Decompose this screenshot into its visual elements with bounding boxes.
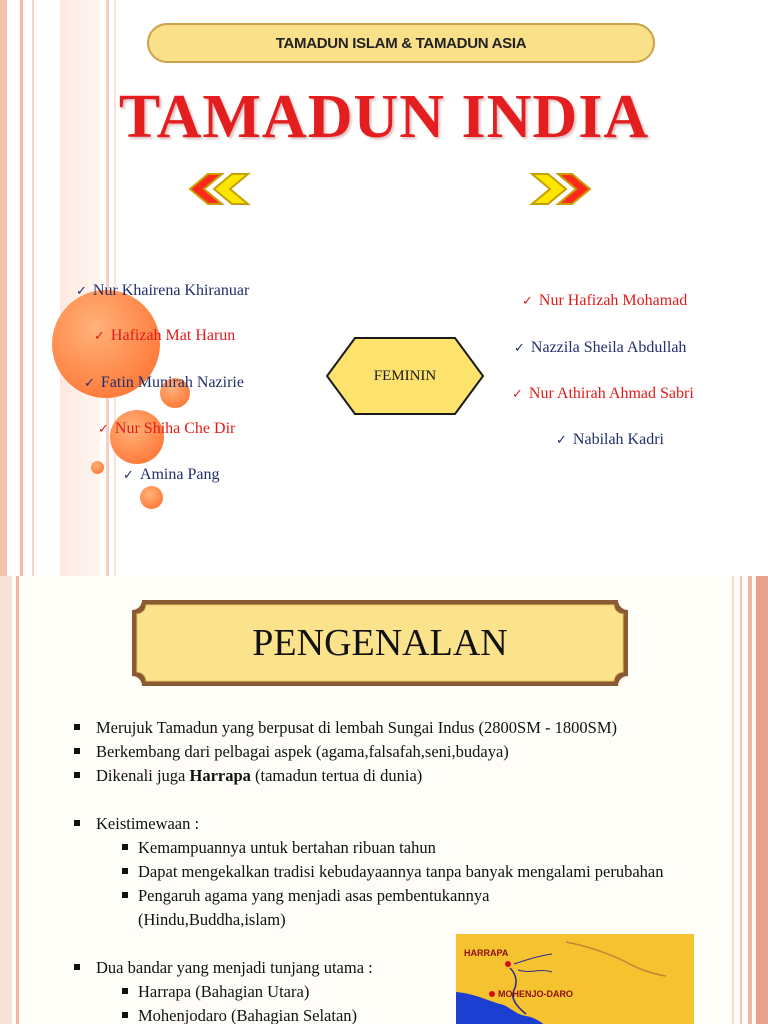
list-item: Mohenjodaro (Bahagian Selatan) (72, 1004, 722, 1024)
decor-stripe (740, 576, 742, 1024)
check-icon: ✓ (123, 468, 134, 483)
check-icon: ✓ (512, 387, 523, 402)
check-icon: ✓ (514, 341, 525, 356)
list-item: Pengaruh agama yang menjadi asas pembentukannya (Hindu,Buddha,islam) (72, 884, 552, 932)
map-label: MOHENJO-DARO (498, 989, 574, 999)
list-item: Keistimewaan : (72, 812, 722, 836)
decor-stripe (756, 576, 768, 1024)
section-heading: PENGENALAN (252, 622, 508, 664)
list-item: Dikenali juga Harrapa (tamadun tertua di dunia) (72, 764, 722, 788)
check-icon: ✓ (94, 329, 105, 344)
check-icon: ✓ (522, 294, 533, 309)
member-name: ✓ Nur Athirah Ahmad Sabri (512, 385, 694, 402)
indus-valley-map (456, 934, 694, 1024)
chevron-right-icon (528, 172, 594, 206)
member-name: ✓ Amina Pang (123, 466, 220, 483)
list-item: Dapat mengekalkan tradisi kebudayaannya tanpa banyak mengalami perubahan (72, 860, 672, 884)
member-name: ✓ Fatin Munirah Nazirie (84, 374, 244, 391)
list-item: Dua bandar yang menjadi tunjang utama : (72, 956, 722, 980)
list-item: Kemampuannya untuk bertahan ribuan tahun (72, 836, 722, 860)
check-icon: ✓ (98, 422, 109, 437)
decor-stripe (732, 576, 734, 1024)
decor-circle (91, 461, 104, 474)
spacer (72, 788, 722, 812)
course-banner: TAMADUN ISLAM & TAMADUN ASIA (147, 23, 655, 63)
member-name: ✓ Nabilah Kadri (556, 431, 664, 448)
decor-circle (140, 486, 163, 509)
member-name: ✓ Hafizah Mat Harun (94, 327, 236, 344)
group-label: FEMININ (373, 367, 437, 384)
decor-stripe (748, 576, 752, 1024)
check-icon: ✓ (556, 433, 567, 448)
map-label: HARRAPA (464, 948, 509, 958)
slide-title: TAMADUN INDIA (118, 83, 650, 151)
member-name: ✓ Nur Hafizah Mohamad (522, 292, 688, 309)
member-name: ✓ Nur Khairena Khiranuar (76, 282, 250, 299)
member-name: ✓ Nur Shiha Che Dir (98, 420, 236, 437)
decor-stripe (16, 576, 19, 1024)
list-item: Merujuk Tamadun yang berpusat di lembah Sungai Indus (2800SM - 1800SM) (72, 716, 722, 740)
list-item: Harrapa (Bahagian Utara) (72, 980, 722, 1004)
member-name: ✓ Nazzila Sheila Abdullah (514, 339, 687, 356)
list-item: Berkembang dari pelbagai aspek (agama,falsafah,seni,budaya) (72, 740, 722, 764)
introduction-slide (0, 576, 768, 1024)
chevron-left-icon (186, 172, 252, 206)
decor-stripe (0, 576, 12, 1024)
check-icon: ✓ (84, 376, 95, 391)
check-icon: ✓ (76, 284, 87, 299)
